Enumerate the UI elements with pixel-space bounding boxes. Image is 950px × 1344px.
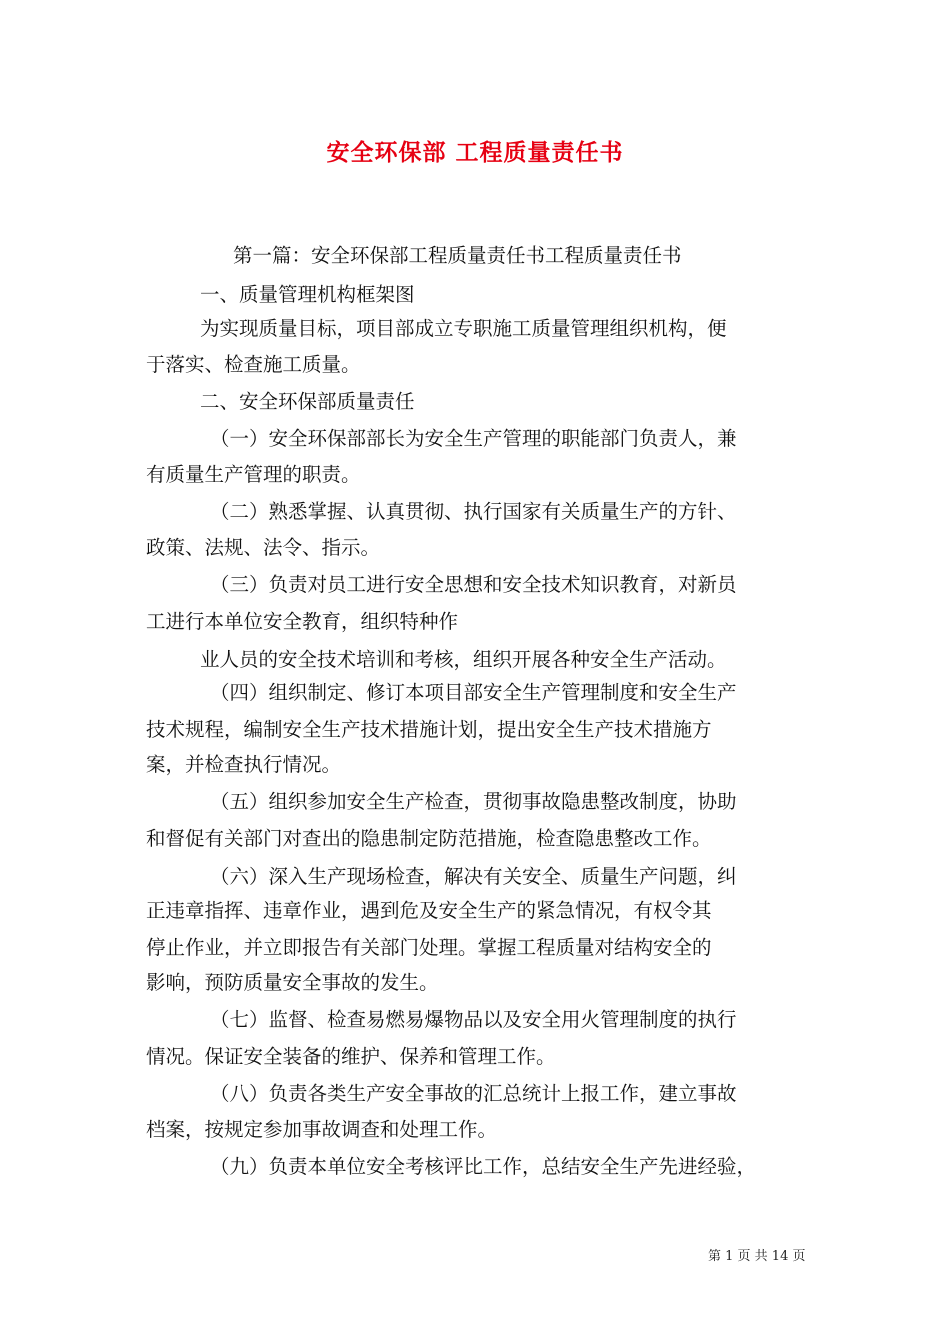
paragraph-line: 正违章指挥、违章作业，遇到危及安全生产的紧急情况，有权令其 <box>146 899 712 922</box>
paragraph-line: （六）深入生产现场检查，解决有关安全、质量生产问题，纠 <box>210 865 737 888</box>
page-footer: 第 1 页 共 14 页 <box>708 1249 806 1264</box>
paragraph-line: 案，并检查执行情况。 <box>146 753 342 776</box>
paragraph-line: 工进行本单位安全教育，组织特种作 <box>146 610 459 633</box>
paragraph-line: 政策、法规、法令、指示。 <box>146 536 381 559</box>
paragraph-line: 和督促有关部门对查出的隐患制定防范措施，检查隐患整改工作。 <box>146 827 712 850</box>
paragraph-line: 影响，预防质量安全事故的发生。 <box>146 971 439 994</box>
paragraph-line: 停止作业，并立即报告有关部门处理。掌握工程质量对结构安全的 <box>146 936 712 959</box>
paragraph-line: 于落实、检查施工质量。 <box>146 353 361 376</box>
paragraph-line: （三）负责对员工进行安全思想和安全技术知识教育，对新员 <box>210 573 737 596</box>
paragraph-line: 档案，按规定参加事故调查和处理工作。 <box>146 1118 498 1141</box>
paragraph-line: （四）组织制定、修订本项目部安全生产管理制度和安全生产 <box>210 681 737 704</box>
paragraph-line: （七）监督、检查易燃易爆物品以及安全用火管理制度的执行 <box>210 1008 737 1031</box>
paragraph-line: 二、安全环保部质量责任 <box>200 390 415 413</box>
paragraph-line: （二）熟悉掌握、认真贯彻、执行国家有关质量生产的方针、 <box>210 500 737 523</box>
paragraph-line: （九）负责本单位安全考核评比工作，总结安全生产先进经验， <box>210 1155 757 1178</box>
paragraph-line: （五）组织参加安全生产检查，贯彻事故隐患整改制度，协助 <box>210 790 737 813</box>
paragraph-line: 技术规程，编制安全生产技术措施计划，提出安全生产技术措施方 <box>146 718 712 741</box>
paragraph-line: 一、质量管理机构框架图 <box>200 283 415 306</box>
paragraph-line: 为实现质量目标，项目部成立专职施工质量管理组织机构，便 <box>200 317 727 340</box>
document-title: 安全环保部 工程质量责任书 <box>326 139 624 166</box>
paragraph-line: 情况。保证安全装备的维护、保养和管理工作。 <box>146 1045 556 1068</box>
paragraph-line: 业人员的安全技术培训和考核，组织开展各种安全生产活动。 <box>200 648 727 671</box>
paragraph-line: 第一篇：安全环保部工程质量责任书工程质量责任书 <box>233 244 682 267</box>
paragraph-line: （一）安全环保部部长为安全生产管理的职能部门负责人，兼 <box>210 427 737 450</box>
paragraph-line: （八）负责各类生产安全事故的汇总统计上报工作，建立事故 <box>210 1082 737 1105</box>
paragraph-line: 有质量生产管理的职责。 <box>146 463 361 486</box>
